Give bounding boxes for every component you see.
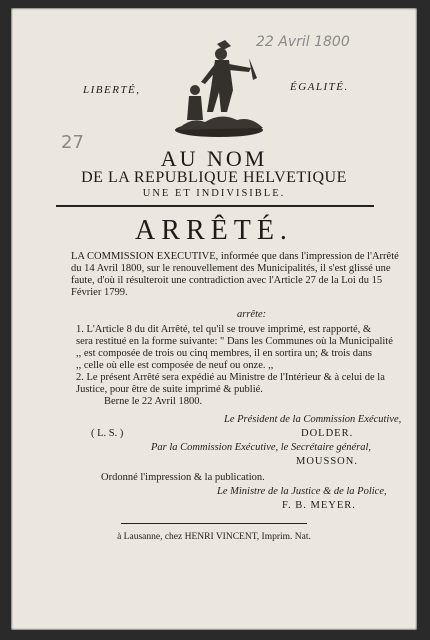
motto-egalite: ÉGALITÉ. [290, 81, 349, 93]
handwritten-date-note: 22 Avril 1800 [256, 34, 350, 50]
ordonne-line: Ordonné l'impression & la publication. [101, 472, 265, 483]
articles [76, 324, 396, 408]
printer-imprint: à Lausanne, chez HENRI VINCENT, Imprim. Nat. [117, 532, 311, 542]
preamble-line: Février 1799. [71, 287, 128, 298]
document-page [11, 8, 417, 630]
heading-republic: DE LA REPUBLIQUE HELVETIQUE [81, 169, 347, 186]
preamble [71, 251, 399, 299]
minister-name: F. B. MEYER. [282, 500, 356, 511]
article-date-line: Berne le 22 Avril 1800. [104, 396, 203, 407]
article-line: sera restitué en la forme suivante: " Dans les Communes où la Municipalité [76, 336, 393, 347]
preamble-line: faute, d'où il résulteroit une contradiction avec l'Article 27 de la Loi du 15 [71, 275, 383, 286]
president-title: Le Président de la Commission Exécutive, [224, 414, 402, 425]
article-line: 2. Le présent Arrêté sera expédié au Ministre de l'Intérieur & à celui de la [76, 372, 385, 383]
arrete-label: arrête: [237, 309, 267, 320]
preamble-line: LA COMMISSION EXECUTIVE, informée que dans l'impression de l'Arrêté [71, 251, 399, 262]
motto-liberte: LIBERTÉ, [83, 84, 141, 96]
minister-title: Le Ministre de la Justice & de la Police, [217, 486, 387, 497]
handwritten-number-note: 27 [61, 132, 84, 153]
footer-rule [121, 523, 307, 524]
article-line: ,, est composée de trois ou cinq membres, il en sortira un; & trois dans [76, 348, 372, 359]
article-line: Justice, pour être de suite imprimé & publié. [76, 384, 263, 395]
emblem-illustration [171, 38, 267, 138]
seal-ls: ( L. S. ) [91, 428, 124, 439]
article-line: 1. L'Article 8 du dit Arrêté, tel qu'il se trouve imprimé, est rapporté, & [76, 324, 372, 335]
document-title: ARRÊTÉ. [135, 215, 293, 246]
header-rule [56, 205, 374, 207]
heading-au-nom: AU NOM [160, 146, 268, 171]
president-name: DOLDER. [301, 428, 354, 439]
secretary-title: Par la Commission Exécutive, le Secrétaire général, [151, 442, 372, 453]
secretary-name: MOUSSON. [296, 456, 358, 467]
article-line: ,, celle où elle est composée de neuf ou onze. ,, [76, 360, 274, 371]
preamble-line: du 14 Avril 1800, sur le renouvellement des Municipalités, il s'est glissé une [71, 263, 391, 274]
heading-une-indivisible: UNE ET INDIVISIBLE. [142, 188, 286, 199]
